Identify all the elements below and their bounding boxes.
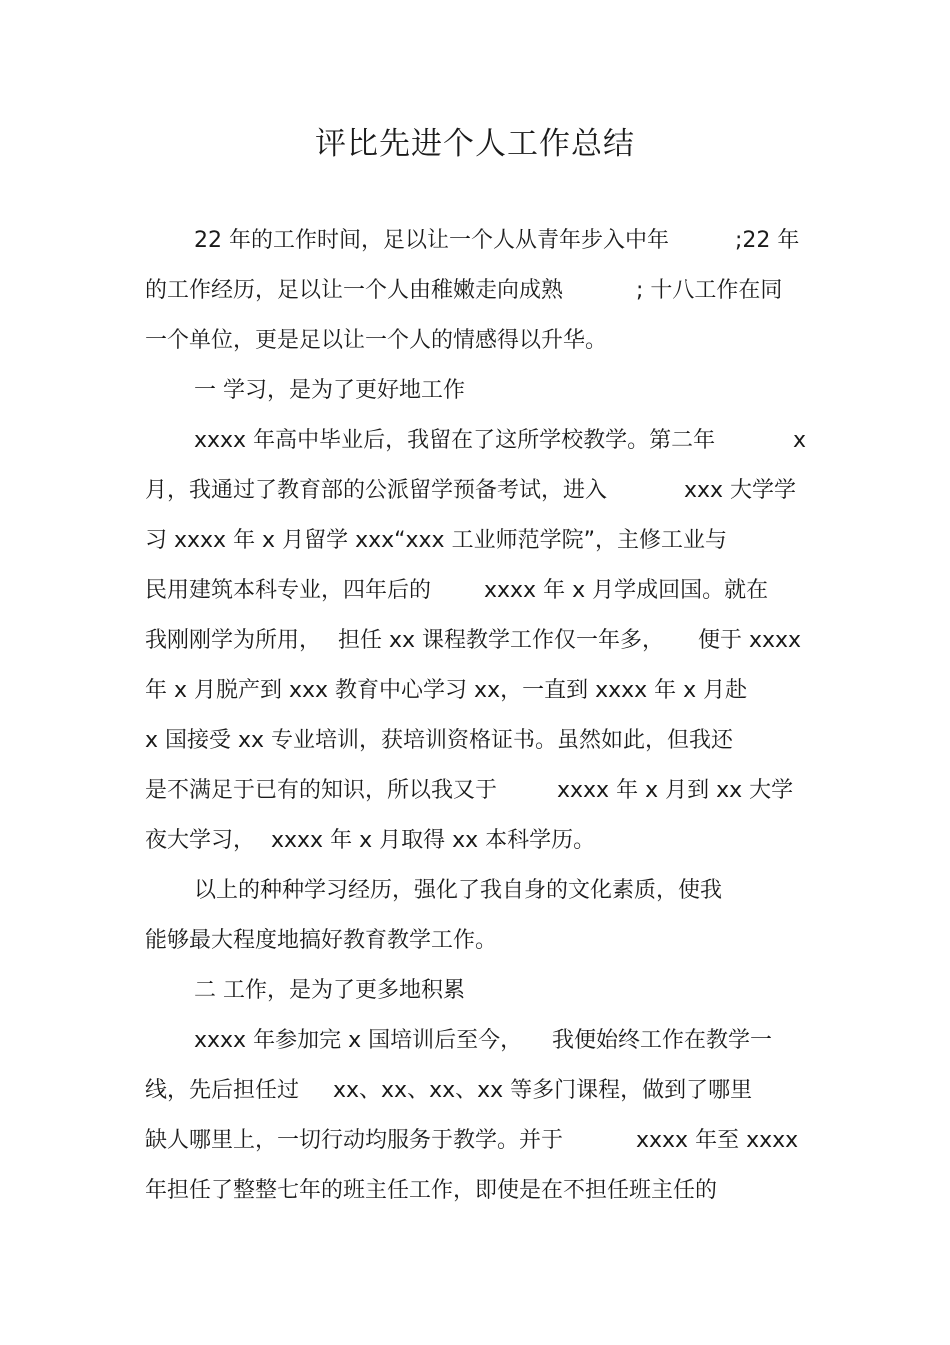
section-heading	[0, 966, 950, 1016]
text-segment: xxxx 年高中毕业后，我留在了这所学校教学。第二年	[194, 428, 716, 453]
text-segment: 年 x 月脱产到 xxx 教育中心学习 xx，一直到 xxxx 年 x 月赴	[145, 678, 748, 703]
text-segment: xxxx 年 x 月取得 xx 本科学历。	[271, 828, 596, 853]
text-segment: 我便始终工作在教学一	[552, 1028, 773, 1053]
text-segment: xxx 大学学	[684, 478, 797, 503]
text-line	[0, 1116, 950, 1166]
text-line	[0, 716, 950, 766]
text-line	[0, 1066, 950, 1116]
text-segment: ; 十八工作在同	[636, 278, 783, 303]
text-line	[0, 316, 950, 366]
text-segment: 夜大学习，	[145, 828, 256, 853]
text-line	[0, 1016, 950, 1066]
text-segment: 22 年的工作时间，足以让一个人从青年步入中年	[194, 228, 669, 253]
text-line	[0, 266, 950, 316]
text-segment: x	[793, 428, 807, 453]
text-segment: xxxx 年 x 月到 xx 大学	[557, 778, 794, 803]
text-segment: 能够最大程度地搞好教育教学工作。	[145, 928, 498, 953]
text-segment: 月，我通过了教育部的公派留学预备考试，进入	[145, 478, 608, 503]
text-segment: 年担任了整整七年的班主任工作，即使是在不担任班主任的	[145, 1178, 718, 1203]
text-segment: ;22 年	[735, 228, 800, 253]
text-line	[0, 766, 950, 816]
text-segment: xxxx 年参加完 x 国培训后至今，	[194, 1028, 523, 1053]
text-line	[0, 916, 950, 966]
text-segment: 线，先后担任过	[145, 1078, 300, 1103]
text-line	[0, 466, 950, 516]
text-segment: 是不满足于已有的知识，所以我又于	[145, 778, 498, 803]
text-line	[0, 616, 950, 666]
text-segment: xxxx 年 x 月学成回国。就在	[484, 578, 769, 603]
text-segment: xxxx 年至 xxxx	[636, 1128, 799, 1153]
text-line	[0, 816, 950, 866]
text-segment: 缺人哪里上，一切行动均服务于教学。并于	[145, 1128, 564, 1153]
text-segment: 我刚刚学为所用，	[145, 628, 322, 653]
section-heading	[0, 366, 950, 416]
text-segment: 民用建筑本科专业，四年后的	[145, 578, 432, 603]
text-segment: 一 学习，是为了更好地工作	[194, 378, 465, 403]
text-line	[0, 1166, 950, 1216]
text-segment: 习 xxxx 年 x 月留学 xxx“xxx 工业师范学院”，主修工业与	[145, 528, 727, 553]
text-line	[0, 216, 950, 266]
text-line	[0, 566, 950, 616]
text-segment: 便于 xxxx	[698, 628, 802, 653]
text-segment: 担任 xx 课程教学工作仅一年多，	[338, 628, 665, 653]
text-segment: xx、xx、xx、xx 等多门课程，做到了哪里	[333, 1078, 753, 1103]
document-title: 评比先进个人工作总结	[315, 126, 635, 162]
text-segment: 一个单位，更是足以让一个人的情感得以升华。	[145, 328, 608, 353]
text-line	[0, 516, 950, 566]
text-segment: 二 工作，是为了更多地积累	[194, 978, 465, 1003]
text-line	[0, 666, 950, 716]
text-segment: 的工作经历，足以让一个人由稚嫩走向成熟	[145, 278, 564, 303]
text-line	[0, 416, 950, 466]
text-line	[0, 866, 950, 916]
text-segment: 以上的种种学习经历，强化了我自身的文化素质，使我	[194, 878, 723, 903]
text-segment: x 国接受 xx 专业培训，获培训资格证书。虽然如此，但我还	[145, 728, 734, 753]
